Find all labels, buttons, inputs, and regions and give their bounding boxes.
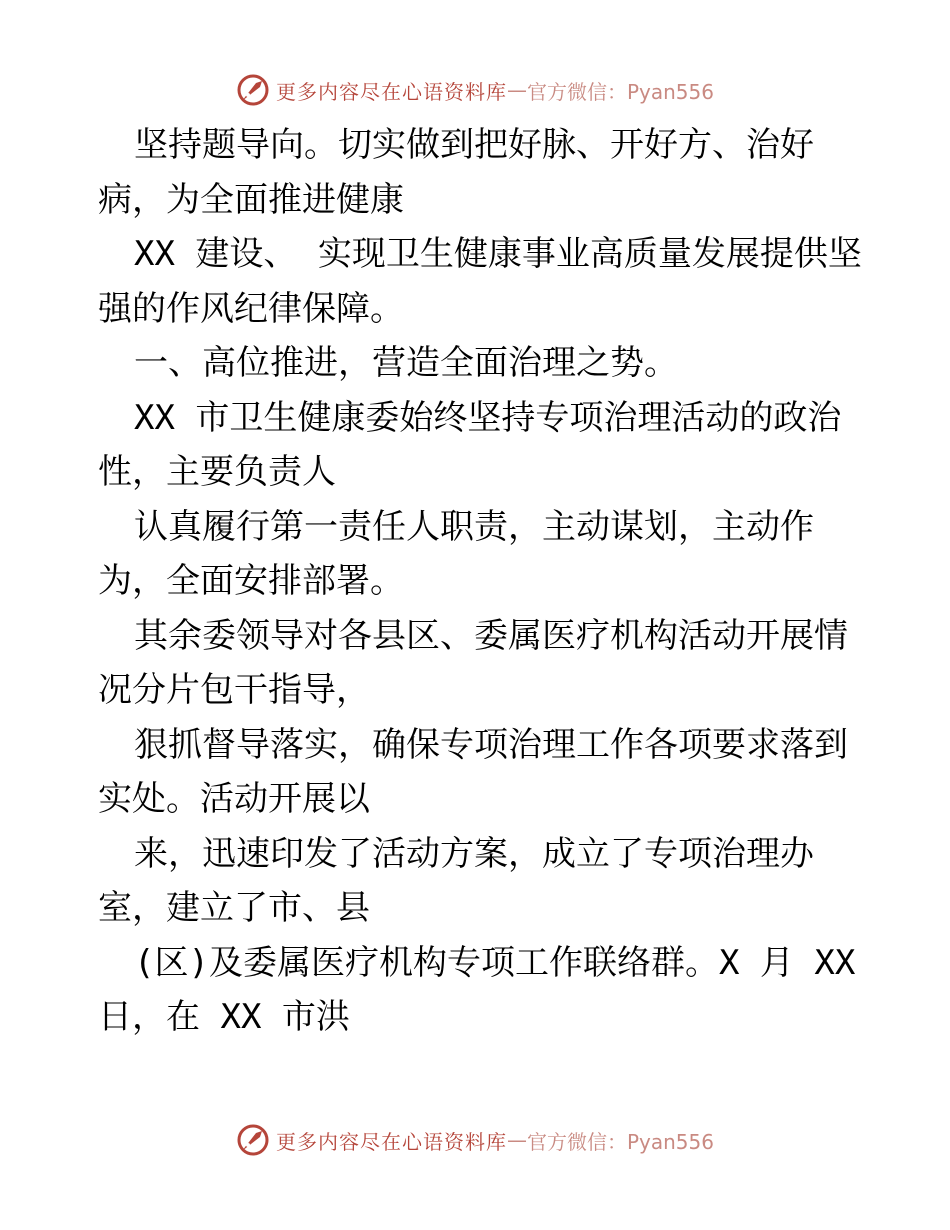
document-body — [98, 118, 862, 1045]
banner-title: 更多内容尽在心语资料库 — [275, 79, 507, 104]
banner-title: 更多内容尽在心语资料库 — [275, 1129, 507, 1154]
text-line: 性，主要负责人 — [98, 452, 336, 492]
pen-nib-logo-icon — [236, 73, 270, 107]
text-line: 日，在 XX 市洪 — [98, 997, 350, 1037]
banner-separator: — — [506, 1128, 527, 1152]
banner-wechat: 官方微信：Pyan556 — [526, 79, 714, 104]
banner-separator: — — [506, 78, 527, 102]
text-line: 为，全面安排部署。 — [98, 561, 404, 601]
text-line: XX 市卫生健康委始终坚持专项治理活动的政治 — [134, 397, 842, 438]
text-line: 其余委领导对各县区、委属医疗机构活动开展情 — [134, 615, 848, 656]
text-line: 病，为全面推进健康 — [98, 179, 404, 220]
text-line: 强的作风纪律保障。 — [98, 288, 404, 329]
section-heading: 一、高位推进，营造全面治理之势。 — [134, 343, 678, 383]
text-line: 室，建立了市、县 — [98, 888, 370, 928]
text-line: XX 建设、 实现卫生健康事业高质量发展提供坚 — [134, 234, 862, 274]
text-line: 况分片包干指导， — [98, 670, 370, 710]
pen-nib-logo-icon — [236, 1123, 270, 1157]
header-banner — [0, 70, 950, 110]
text-line: 坚持题导向。切实做到把好脉、开好方、治好 — [134, 125, 814, 165]
banner-wechat: 官方微信：Pyan556 — [526, 1129, 714, 1154]
text-line: 来，迅速印发了活动方案，成立了专项治理办 — [134, 833, 814, 874]
footer-banner — [0, 1120, 950, 1160]
text-line: 实处。活动开展以 — [98, 779, 370, 819]
text-line: 狠抓督导落实，确保专项治理工作各项要求落到 — [134, 724, 848, 765]
text-line: (区)及委属医疗机构专项工作联络群。X 月 XX — [134, 942, 856, 983]
text-line: 认真履行第一责任人职责，主动谋划，主动作 — [134, 506, 814, 547]
